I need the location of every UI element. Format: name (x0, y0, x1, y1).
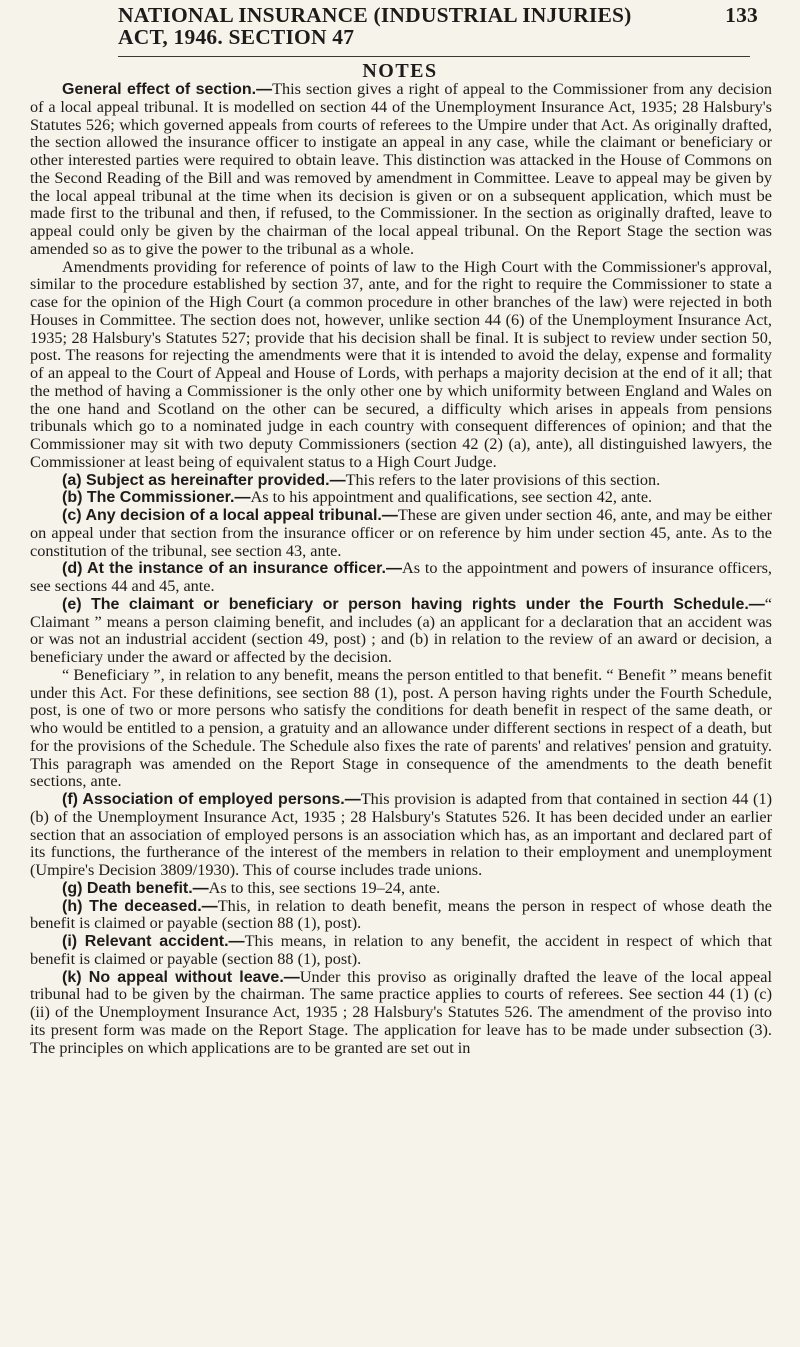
header-title-line1: NATIONAL INSURANCE (INDUSTRIAL INJURIES) (118, 3, 632, 27)
note-heading: (i) Relevant accident.— (62, 933, 245, 950)
note-paragraph (30, 560, 772, 596)
notes-body (30, 81, 772, 1057)
notes-heading: NOTES (362, 60, 438, 82)
note-heading: (e) The claimant or beneficiary or person having rights under the Fourth Schedule.— (62, 595, 765, 613)
note-heading: (h) The deceased.— (62, 897, 218, 915)
note-paragraph (30, 880, 772, 898)
note-paragraph (30, 472, 772, 490)
header-rule (118, 56, 750, 57)
note-paragraph (30, 898, 772, 934)
note-heading: General effect of section.— (62, 81, 273, 98)
note-text: This provision is adapted from that contained in section 44 (1) (b) of the Unemployment Insurance Act, 1935 ; 28 Halsbury's Statutes 526. It has been decided under an earlier section that an association of employed persons is an association which has, as an important and declared part of its functions, the furtherance of the interest of the members in relation to their employment and unemployment (Umpire's Decision 3809/1930). This of course includes trade unions. (30, 790, 772, 879)
note-heading: (c) Any decision of a local appeal tribunal.— (62, 507, 398, 524)
note-text: This section gives a right of appeal to the Commissioner from any decision of a local appeal tribunal. It is modelled on section 44 of the Unemployment Insurance Act, 1935; 28 Halsbury's Statutes 526; which governed appeals from courts of referees to the Umpire under that Act. As originally drafted, the section allowed the insurance officer to instigate an appeal in any case, while the claimant or beneficiary or other interested parties were required to obtain leave. This distinction was attacked in the House of Commons on the Second Reading of the Bill and was removed by amendment in Committee. Leave to appeal may be given by the local appeal tribunal at the time when its decision is given or on a subsequent application, which must be made first to the tribunal and then, if refused, to the Commissioner. In the section as originally drafted, leave to appeal could only be given by the chairman of the local appeal tribunal. On the Report Stage the section was amended so as to give the power to the tribunal as a whole. (30, 80, 772, 258)
running-head (118, 4, 758, 48)
note-paragraph (30, 507, 772, 560)
note-text: This means, in relation to any benefit, the accident in respect of which that benefit is claimed or payable (section 88 (1), post). (30, 932, 772, 968)
note-text: Amendments providing for reference of points of law to the High Court with the Commissioner's approval, similar to the procedure established by section 37, ante, and for the right to require the Commissioner to state a case for the opinion of the High Court (a common procedure in other branches of the law) were rejected in both Houses in Committee. The section does not, however, unlike section 44 (6) of the Unemployment Insurance Act, 1935; 28 Halsbury's Statutes 527; provide that his decision shall be final. It is subject to review under section 50, post. The reasons for rejecting the amendments were that it is intended to avoid the delay, expense and formality of an appeal to the Court of Appeal and House of Lords, with perhaps a majority decision at the end of it all; that the method of having a Commissioner is the only other one by which uniformity between England and Wales on the one hand and Scotland on the other can be secured, a difficulty which arises in appeals from pensions tribunals which go to a nominated judge in each country with consequent differences of opinion; and that the Commissioner may sit with two deputy Commissioners (section 42 (2) (a), ante), all distinguished lawyers, the Commissioner at least being of equivalent status to a High Court Judge. (30, 257, 772, 471)
note-paragraph (30, 489, 772, 507)
note-paragraph (30, 259, 772, 472)
page-number: 133 (725, 3, 758, 27)
note-heading: (k) No appeal without leave.— (62, 968, 300, 986)
note-text: As to his appointment and qualifications, see section 42, ante. (250, 488, 653, 507)
note-text: “ Beneficiary ”, in relation to any benefit, means the person entitled to that benefit. “ Benefit ” means benefit under this Act. For these definitions, see section 88 (1), post. A person having rights under the Fourth Schedule, post, is one of two or more persons who satisfy the conditions for death benefit in respect of the same death, or who would be entitled to a pension, a gratuity and an allowance under different sections in respect of a death, but for the provisions of the Schedule. The Schedule also fixes the rate of parents' and relatives' pension and gratuity. This paragraph was amended on the Report Stage in consequence of the amendments to the death benefit sections, ante. (30, 665, 772, 791)
note-text: This, in relation to death benefit, means the person in respect of whose death the benefit is claimed or payable (section 88 (1), post). (30, 896, 772, 933)
note-paragraph (30, 933, 772, 969)
note-text: These are given under section 46, ante, and may be either on appeal under that section from the insurance officer or on reference by him under section 45, ante. As to the constitution of the tribunal, see section 43, ante. (30, 506, 773, 560)
note-heading: (g) Death benefit.— (62, 879, 209, 897)
note-text: This refers to the later provisions of this section. (345, 470, 661, 489)
note-paragraph (30, 81, 772, 259)
header-title-line2: ACT, 1946. SECTION 47 (118, 25, 355, 49)
note-heading: (a) Subject as hereinafter provided.— (62, 471, 346, 489)
note-text: “ Claimant ” means a person claiming benefit, and includes (a) an applicant for a declaration that an accident was or was not an industrial accident (section 49, post) ; and (b) in relation to the review of an award or decision, a beneficiary under the award or affected by the decision. (30, 594, 772, 666)
note-text: As to the appointment and powers of insurance officers, see sections 44 and 45, ante. (30, 559, 772, 595)
note-text: Under this proviso as originally drafted the leave of the local appeal tribunal had to be given by the chairman. The same practice applies to courts of referees. See section 44 (1) (c) (ii) of the Unemployment Insurance Act, 1935 ; 28 Halsbury's Statutes 526. The amendment of the proviso into its present form was made on the Report Stage. The application for leave has to be made under subsection (3). The principles on which applications are to be granted are set out in (30, 967, 772, 1057)
note-paragraph (30, 969, 772, 1058)
note-heading: (f) Association of employed persons.— (62, 791, 361, 808)
note-paragraph (30, 791, 772, 880)
note-heading: (b) The Commissioner.— (62, 489, 251, 507)
note-heading: (d) At the instance of an insurance officer.— (62, 560, 402, 578)
note-paragraph (30, 667, 772, 791)
note-paragraph (30, 596, 772, 667)
note-text: As to this, see sections 19–24, ante. (208, 878, 441, 897)
